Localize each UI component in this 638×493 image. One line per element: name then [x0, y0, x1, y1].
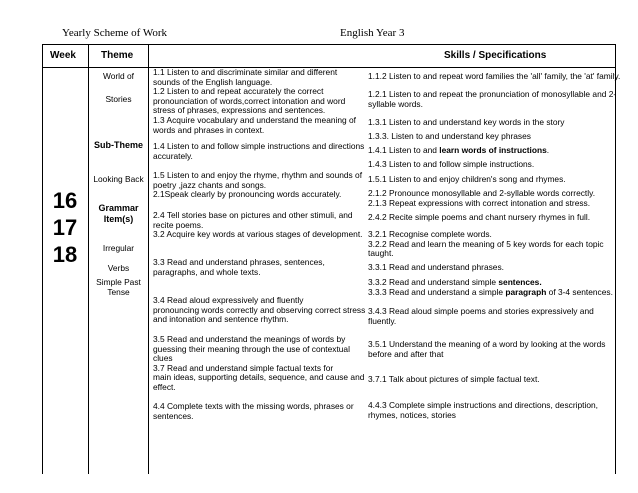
- standard-3-7: effect.: [153, 382, 176, 392]
- spec-1-3-1: 1.3.1 Listen to and understand key words in the story: [368, 117, 565, 127]
- spec-2-4-2: 2.4.2 Recite simple poems and chant nursery rhymes in full.: [368, 212, 591, 222]
- spec-1-4-1-text: 1.4.1 Listen to and: [368, 145, 440, 155]
- theme-world-of: World of: [102, 71, 135, 81]
- grammar-tense: Tense: [107, 287, 130, 297]
- spec-3-5-1: before and after that: [368, 348, 444, 359]
- spec-1-4-3: 1.4.3 Listen to and follow simple instructions.: [368, 159, 535, 169]
- spec-1-4-1-emphasis: learn words of instructions: [439, 145, 547, 155]
- spec-3-3-3-text: 3.3.3 Read and understand a simple: [368, 286, 506, 297]
- week-number: 17: [52, 215, 78, 240]
- standard-1-5: 1.5 Listen to and enjoy the rhyme, rhythm and sounds of: [153, 170, 363, 180]
- standard-1-2: stress of phrases, expressions and sentences.: [153, 105, 326, 116]
- spec-3-3-2-text: 3.3.2 Read and understand simple: [368, 277, 499, 287]
- standard-1-5: poetry ,jazz chants and songs.: [153, 179, 267, 190]
- standard-1-1: sounds of the English language.: [153, 76, 273, 87]
- standard-3-2: 3.2 Acquire key words at various stages of development.: [153, 229, 363, 240]
- spec-3-5-1: 3.5.1 Understand the meaning of a word by looking at the words: [368, 339, 606, 349]
- spec-3-3-3-emphasis: paragraph: [505, 286, 547, 297]
- table-top-border: [42, 44, 616, 45]
- grammar-irregular: Irregular: [102, 243, 135, 253]
- standard-3-3: paragraphs, and whole texts.: [153, 266, 261, 277]
- standard-2-4: 2.4 Tell stories base on pictures and other stimuli, and: [153, 210, 353, 220]
- scheme-table: [42, 44, 621, 474]
- grammar-items-label: Item(s): [103, 214, 134, 224]
- document-header-title: Yearly Scheme of Work: [62, 27, 168, 39]
- spec-3-2-1: 3.2.1 Recognise complete words.: [368, 229, 492, 239]
- spec-3-3-3: [368, 288, 613, 298]
- standard-2-4: recite poems.: [153, 219, 204, 230]
- standard-3-4: 3.4 Read aloud expressively and fluently: [153, 295, 304, 305]
- standard-3-5: 3.5 Read and understand the meanings of words by: [153, 334, 346, 344]
- standard-4-4: sentences.: [153, 410, 194, 421]
- spec-3-2-2: 3.2.2 Read and learn the meaning of 5 key words for each topic: [368, 238, 604, 249]
- theme-stories: Stories: [105, 94, 132, 104]
- spec-2-1-2: 2.1.2 Pronounce monosyllable and 2-syllable words correctly.: [368, 188, 596, 198]
- skills-column-header: Skills / Specifications: [444, 50, 547, 61]
- standard-3-7: 3.7 Read and understand simple factual texts for: [153, 362, 334, 373]
- spec-2-1-3: 2.1.3 Repeat expressions with correct intonation and stress.: [368, 197, 591, 208]
- standard-4-4: 4.4 Complete texts with the missing words, phrases or: [153, 401, 354, 411]
- week-number: 16: [52, 188, 78, 213]
- spec-3-3-2-emphasis: sentences.: [498, 277, 542, 287]
- standard-3-4: pronouncing words correctly and observing correct stress: [153, 304, 366, 315]
- table-left-border: [42, 44, 43, 474]
- standard-1-2: pronounciation of words,correct intonation and word: [153, 95, 346, 106]
- standard-3-5: clues: [153, 353, 173, 364]
- spec-3-4-3: fluently.: [368, 315, 397, 326]
- grammar-verbs: Verbs: [107, 263, 130, 273]
- spec-3-7-1: 3.7.1 Talk about pictures of simple factual text.: [368, 374, 540, 384]
- standard-1-1: 1.1 Listen to and discriminate similar and different: [153, 67, 338, 77]
- standard-2-1: 2.1Speak clearly by pronouncing words accurately.: [153, 189, 342, 200]
- spec-1-1-2: 1.1.2 Listen to and repeat word families the 'all' family, the 'at' family.: [368, 71, 621, 81]
- spec-1-4-1-end: .: [546, 145, 550, 155]
- spec-1-5-1: 1.5.1 Listen to and enjoy children's song and rhymes.: [368, 174, 566, 184]
- spec-3-2-2: taught.: [368, 248, 394, 259]
- spec-1-4-1: [368, 146, 549, 156]
- spec-1-2-1: syllable words.: [368, 98, 423, 109]
- standard-1-4: 1.4 Listen to and follow simple instructions and directions: [153, 141, 365, 151]
- week-number: 18: [52, 242, 78, 267]
- theme-column-header: Theme: [101, 50, 134, 61]
- grammar-simple-past: Simple Past: [96, 277, 141, 287]
- theme-column-divider: [148, 44, 149, 474]
- standard-1-3: words and phrases in context.: [153, 124, 265, 135]
- spec-3-4-3: 3.4.3 Read aloud simple poems and stories expressively and: [368, 306, 594, 316]
- standard-3-4: and intonation and sentence rhythm.: [153, 314, 289, 325]
- standard-1-4: accurately.: [153, 150, 193, 161]
- week-column-divider: [88, 44, 89, 474]
- document-header-subject: English Year 3: [340, 27, 405, 39]
- spec-1-2-1: 1.2.1 Listen to and repeat the pronunciation of monosyllable and 2-: [368, 89, 617, 99]
- grammar-items-label: Grammar: [98, 203, 139, 213]
- standard-3-7: main ideas, supporting details, sequence, and cause and: [153, 372, 365, 383]
- standard-3-3: 3.3 Read and understand phrases, sentences,: [153, 257, 325, 267]
- standard-3-5: guessing their meaning through the use of contextual: [153, 343, 350, 354]
- spec-1-3-3: 1.3.3. Listen to and understand key phrases: [368, 131, 531, 141]
- week-column-header: Week: [50, 50, 76, 61]
- spec-4-4-3: 4.4.3 Complete simple instructions and directions, description,: [368, 400, 598, 410]
- sub-theme-label: Sub-Theme: [93, 140, 143, 150]
- spec-3-3-1: 3.3.1 Read and understand phrases.: [368, 262, 504, 272]
- sub-theme-looking-back: Looking Back: [93, 174, 144, 184]
- standard-1-2: 1.2 Listen to and repeat accurately the correct: [153, 86, 324, 97]
- spec-4-4-3: rhymes, notices, stories: [368, 409, 456, 420]
- spec-3-3-3-end: of 3-4 sentences.: [546, 286, 613, 297]
- standard-1-3: 1.3 Acquire vocabulary and understand the meaning of: [153, 115, 356, 125]
- table-right-border: [615, 44, 616, 474]
